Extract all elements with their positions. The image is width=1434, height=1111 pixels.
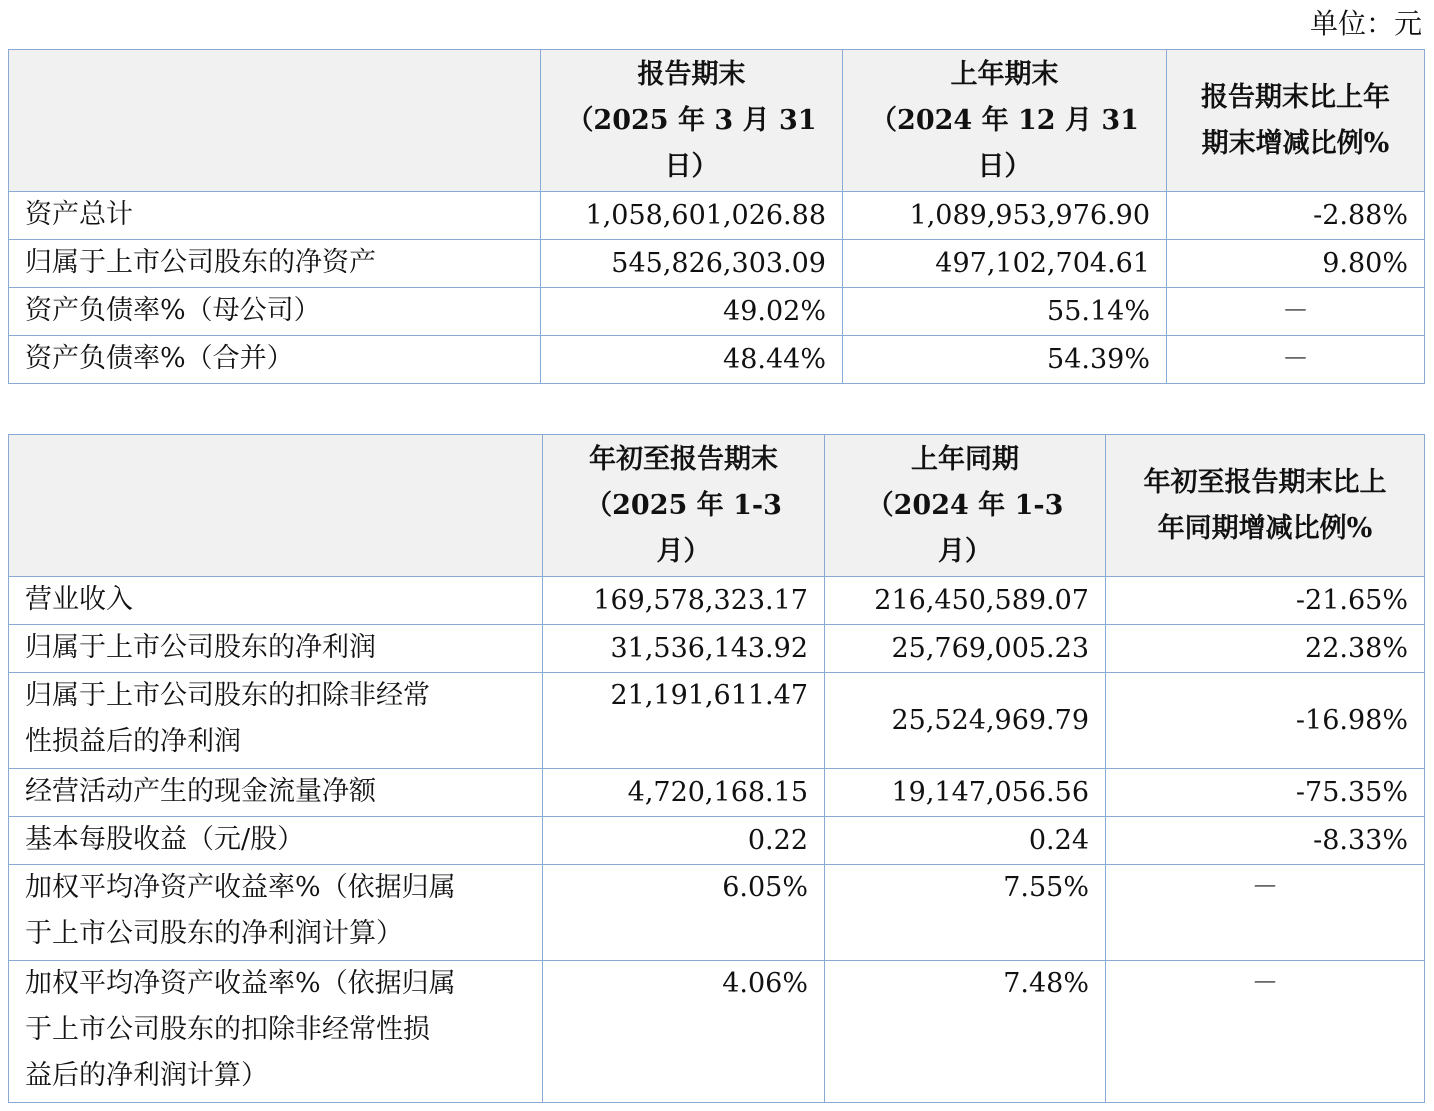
row-value-prior: 55.14%	[843, 288, 1167, 336]
row-value-current: 31,536,143.92	[543, 625, 825, 673]
row-value-prior: 25,524,969.79	[825, 673, 1106, 769]
row-value-current: 0.22	[543, 817, 825, 865]
row-label: 加权平均净资产收益率%（依据归属 于上市公司股东的扣除非经常性损 益后的净利润计算）	[9, 961, 543, 1103]
row-label: 归属于上市公司股东的净利润	[9, 625, 543, 673]
header-ytd-period: 年初至报告期末 （2025 年 1-3 月）	[543, 435, 825, 577]
row-value-current: 4,720,168.15	[543, 769, 825, 817]
header-change-ratio: 报告期末比上年 期末增减比例%	[1167, 50, 1425, 192]
row-value-prior: 0.24	[825, 817, 1106, 865]
table-row	[9, 961, 1425, 1103]
row-label: 资产负债率%（合并）	[9, 336, 541, 384]
row-change: -21.65%	[1106, 577, 1425, 625]
row-value-prior: 216,450,589.07	[825, 577, 1106, 625]
row-label: 资产负债率%（母公司）	[9, 288, 541, 336]
unit-label: 单位：元	[1309, 7, 1422, 40]
table-row	[9, 673, 1425, 769]
row-label: 营业收入	[9, 577, 543, 625]
row-value-current: 48.44%	[541, 336, 843, 384]
table-row	[9, 240, 1425, 288]
row-value-current: 6.05%	[543, 865, 825, 961]
table-row	[9, 288, 1425, 336]
table-header-row	[9, 50, 1425, 192]
row-value-current: 545,826,303.09	[541, 240, 843, 288]
row-label: 归属于上市公司股东的扣除非经常 性损益后的净利润	[9, 673, 543, 769]
row-label: 经营活动产生的现金流量净额	[9, 769, 543, 817]
row-change: －	[1106, 865, 1425, 961]
row-change: －	[1106, 961, 1425, 1103]
row-value-current: 21,191,611.47	[543, 673, 825, 769]
row-change: -16.98%	[1106, 673, 1425, 769]
balance-indicators-table	[8, 49, 1425, 384]
row-label: 基本每股收益（元/股）	[9, 817, 543, 865]
table-row	[9, 625, 1425, 673]
header-prior-year-end: 上年期末 （2024 年 12 月 31 日）	[843, 50, 1167, 192]
header-report-period-end: 报告期末 （2025 年 3 月 31 日）	[541, 50, 843, 192]
income-indicators-table	[8, 434, 1425, 1103]
row-change: -75.35%	[1106, 769, 1425, 817]
row-value-prior: 19,147,056.56	[825, 769, 1106, 817]
header-blank-cell	[9, 50, 541, 192]
row-value-current: 1,058,601,026.88	[541, 192, 843, 240]
row-label: 资产总计	[9, 192, 541, 240]
row-value-current: 49.02%	[541, 288, 843, 336]
row-label: 加权平均净资产收益率%（依据归属 于上市公司股东的净利润计算）	[9, 865, 543, 961]
table-row	[9, 769, 1425, 817]
table-row	[9, 577, 1425, 625]
table-row	[9, 817, 1425, 865]
row-label: 归属于上市公司股东的净资产	[9, 240, 541, 288]
table-row	[9, 336, 1425, 384]
row-value-prior: 7.48%	[825, 961, 1106, 1103]
row-value-prior: 7.55%	[825, 865, 1106, 961]
header-prior-year-same-period: 上年同期 （2024 年 1-3 月）	[825, 435, 1106, 577]
header-change-ratio: 年初至报告期末比上 年同期增减比例%	[1106, 435, 1425, 577]
row-value-current: 169,578,323.17	[543, 577, 825, 625]
row-change: -2.88%	[1167, 192, 1425, 240]
row-value-prior: 1,089,953,976.90	[843, 192, 1167, 240]
row-change: -8.33%	[1106, 817, 1425, 865]
row-value-current: 4.06%	[543, 961, 825, 1103]
row-value-prior: 497,102,704.61	[843, 240, 1167, 288]
row-change: 22.38%	[1106, 625, 1425, 673]
row-value-prior: 54.39%	[843, 336, 1167, 384]
row-change: －	[1167, 288, 1425, 336]
row-change: －	[1167, 336, 1425, 384]
header-blank-cell	[9, 435, 543, 577]
table-row	[9, 192, 1425, 240]
row-change: 9.80%	[1167, 240, 1425, 288]
row-value-prior: 25,769,005.23	[825, 625, 1106, 673]
table-row	[9, 865, 1425, 961]
table-header-row	[9, 435, 1425, 577]
